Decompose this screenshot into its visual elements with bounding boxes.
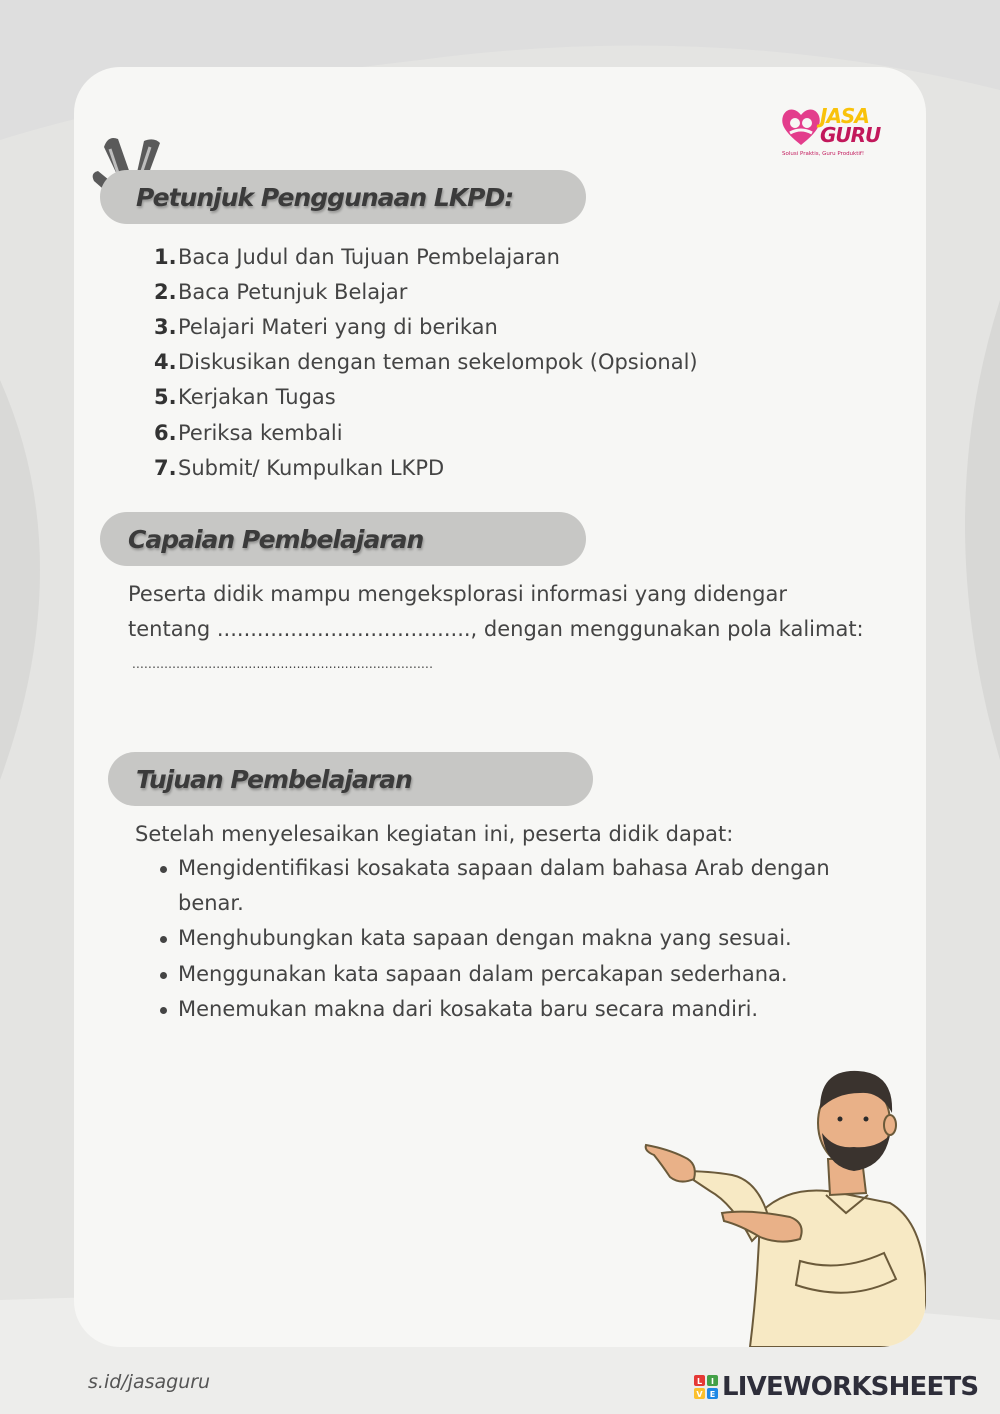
objectives-heading-pill — [108, 752, 593, 806]
logo-wordmark — [820, 104, 881, 147]
item-text: Periksa kembali — [178, 420, 343, 445]
item-text: Diskusikan dengan teman sekelompok (Opsional) — [178, 350, 698, 375]
list-item: Mengidentifikasi kosakata sapaan dalam bahasa Arab dengan benar. — [158, 851, 898, 921]
list-item — [154, 345, 698, 380]
instructions-heading: Petunjuk Penggunaan LKPD: — [136, 182, 514, 212]
achievement-heading: Capaian Pembelajaran — [128, 524, 424, 554]
logo-tagline: Solusi Praktis, Guru Produktif! — [782, 151, 865, 157]
pointing-teacher-illustration — [640, 1063, 926, 1347]
item-number: 4. — [154, 350, 177, 375]
item-number: 3. — [154, 314, 177, 339]
badge-letter-e: E — [709, 1390, 716, 1399]
liveworksheets-badge-icon — [694, 1375, 718, 1399]
liveworksheets-brand — [694, 1372, 978, 1402]
objectives-heading: Tujuan Pembelajaran — [136, 764, 412, 794]
list-item — [154, 380, 698, 415]
logo-line-1: JASA — [820, 104, 869, 128]
liveworksheets-wordmark: LIVEWORKSHEETS — [722, 1372, 979, 1402]
achievement-text — [128, 577, 908, 682]
footer-url: s.id/jasaguru — [88, 1371, 211, 1393]
list-item — [154, 450, 698, 485]
badge-letter-i: I — [711, 1377, 714, 1386]
item-text: Kerjakan Tugas — [178, 385, 336, 410]
achievement-line-2: tentang ......................................, dengan menggunakan pola kalimat: — [128, 617, 864, 641]
logo-line-2: GURU — [820, 123, 881, 147]
heart-hands-icon — [780, 105, 822, 149]
worksheet-card — [74, 67, 926, 1347]
objectives-list — [158, 851, 898, 1027]
item-number: 1. — [154, 244, 177, 269]
item-text: Pelajari Materi yang di berikan — [178, 314, 498, 339]
item-text: Submit/ Kumpulkan LKPD — [178, 455, 445, 480]
item-text: Baca Judul dan Tujuan Pembelajaran — [178, 244, 560, 269]
achievement-blank-line: ........................................................................... — [132, 657, 434, 671]
list-item — [154, 415, 698, 450]
list-item — [154, 274, 698, 309]
list-item: Menghubungkan kata sapaan dengan makna yang sesuai. — [158, 921, 898, 956]
achievement-heading-pill — [100, 512, 586, 566]
badge-letter-l: L — [696, 1377, 703, 1386]
item-number: 5. — [154, 385, 177, 410]
list-item — [154, 309, 698, 344]
item-text: Baca Petunjuk Belajar — [178, 279, 408, 304]
jasaguru-logo — [780, 105, 890, 161]
objectives-intro: Setelah menyelesaikan kegiatan ini, peserta didik dapat: — [135, 822, 734, 846]
instructions-heading-pill — [100, 170, 586, 224]
badge-letter-v: V — [696, 1390, 703, 1399]
item-number: 7. — [154, 455, 177, 480]
list-item: Menemukan makna dari kosakata baru secara mandiri. — [158, 992, 898, 1027]
item-number: 6. — [154, 420, 177, 445]
instructions-list — [154, 239, 698, 485]
item-number: 2. — [154, 279, 177, 304]
list-item: Menggunakan kata sapaan dalam percakapan sederhana. — [158, 957, 898, 992]
list-item — [154, 239, 698, 274]
achievement-line-1: Peserta didik mampu mengeksplorasi informasi yang didengar — [128, 582, 787, 606]
